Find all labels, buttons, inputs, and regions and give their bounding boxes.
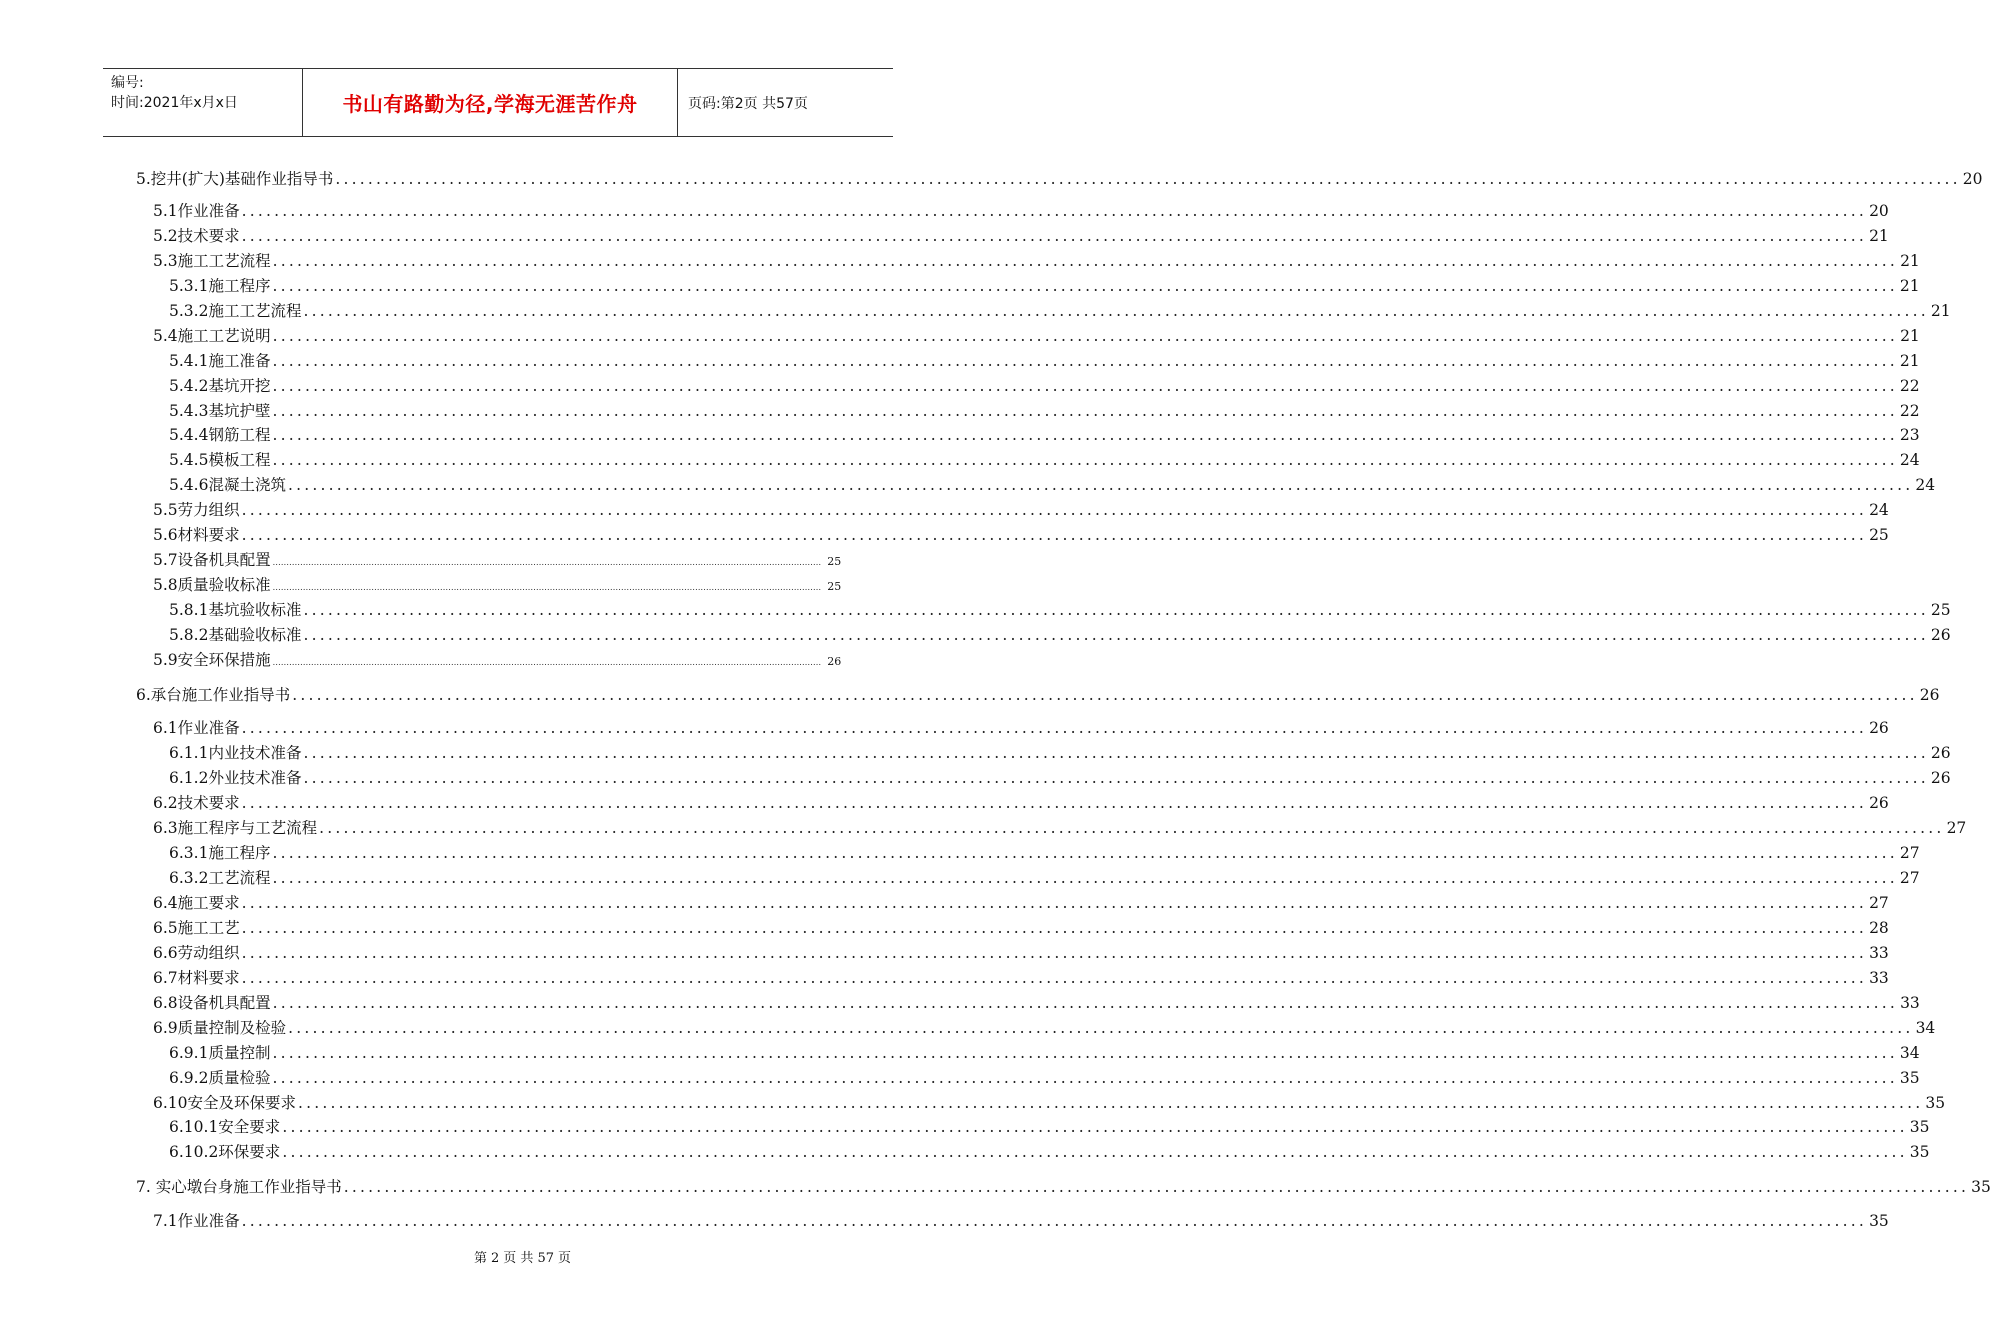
toc-entry-page: 35: [1909, 1143, 1930, 1161]
toc-entry-page: 24: [1915, 476, 1936, 494]
toc-entry-label: 5.4施工工艺说明: [153, 327, 271, 345]
toc-entry[interactable]: [169, 274, 1920, 296]
toc-leader-dots: ........................................................................................................................................................................................................: [272, 327, 1899, 345]
toc-leader-dots: ........................................................................................................................................................................................................: [241, 944, 1868, 962]
toc-leader-dots: ........................................................................................................................................................................................................: [303, 744, 1929, 762]
toc-entry[interactable]: [169, 1115, 1930, 1137]
footer-current-page: 2: [491, 1251, 500, 1266]
footer-total-pages: 57: [537, 1251, 554, 1266]
toc-entry-page: 21: [1900, 327, 1920, 345]
toc-leader-dots: ........................................................................................................................................................................................................: [282, 1143, 1908, 1161]
toc-entry-label: 6.10.1安全要求: [169, 1118, 281, 1136]
toc-entry-label: 5.3.1施工程序: [169, 277, 271, 295]
toc-entry-label: 6.3施工程序与工艺流程: [153, 819, 318, 837]
toc-entry[interactable]: [169, 349, 1920, 371]
toc-entry[interactable]: [169, 766, 1951, 788]
toc-leader-dots: ........................................................................................................................................................................................................: [272, 1069, 1898, 1087]
footer-middle: 页 共: [503, 1251, 534, 1266]
toc-entry-page: 27: [1899, 869, 1920, 887]
toc-entry[interactable]: [153, 224, 1889, 246]
toc-entry-page: 26: [1930, 744, 1951, 762]
toc-leader-dots: ........................................................................................................................................................................................................: [343, 1178, 1970, 1196]
toc-entry-label: 6.7材料要求: [153, 969, 240, 987]
toc-entry[interactable]: [169, 841, 1920, 863]
toc-leader-dots: ........................................................................................................................................................................................................: [241, 794, 1868, 812]
toc-entry-label: 6.9质量控制及检验: [153, 1019, 287, 1037]
toc-entry[interactable]: [169, 448, 1920, 470]
toc-entry-page: 25: [1869, 526, 1889, 544]
toc-entry-label: 5.挖井(扩大)基础作业指导书: [136, 170, 334, 188]
toc-leader-dots: ........................................................................................................................................................................................................: [272, 844, 1898, 862]
toc-entry-label: 6.1.1内业技术准备: [169, 744, 302, 762]
toc-entry[interactable]: [136, 1175, 1991, 1197]
toc-entry-page: 21: [1930, 302, 1951, 320]
toc-entry-page: 25: [1930, 601, 1951, 619]
toc-entry-label: 5.7设备机具配置: [153, 551, 271, 569]
toc-leader-dots: ........................................................................................................................................................................................................: [319, 819, 1945, 837]
toc-entry-label: 6.3.2工艺流程: [169, 869, 271, 887]
toc-entry[interactable]: [153, 249, 1920, 271]
toc-leader-dots: ........................................................................................................................................................................................................: [241, 202, 1868, 220]
toc-entry[interactable]: [153, 1016, 1936, 1038]
toc-entry-label: 5.9安全环保措施: [153, 651, 271, 669]
toc-entry[interactable]: [153, 916, 1889, 938]
toc-entry-label: 5.8质量验收标准: [153, 576, 271, 594]
toc-entry-label: 5.2技术要求: [153, 227, 240, 245]
toc-entry-page: 33: [1869, 944, 1889, 962]
toc-entry-page: 26: [827, 655, 842, 668]
header-page-info: 页码:第2页 共57页: [688, 95, 808, 112]
toc-leader-dots: ........................................................................................................................................................................................................: [272, 451, 1898, 469]
toc-entry-page: 27: [1899, 844, 1920, 862]
toc-entry-page: 22: [1899, 377, 1920, 395]
toc-entry[interactable]: [169, 1140, 1930, 1162]
toc-leader-dots: ........................................................................................................................................................................................................: [241, 894, 1868, 912]
toc-entry-label: 5.4.5模板工程: [169, 451, 271, 469]
toc-entry-label: 5.3施工工艺流程: [153, 252, 271, 270]
toc-leader-dots: ........................................................................................................................................................................................................: [303, 769, 1929, 787]
toc-leader-dots: ........................................................................................................................................................................................................: [272, 252, 1899, 270]
toc-entry[interactable]: [169, 866, 1920, 888]
toc-entry-page: 26: [1869, 794, 1889, 812]
toc-leader-dots: ........................................................................................................................................................................................................: [335, 170, 1961, 188]
toc-entry[interactable]: [153, 791, 1889, 813]
toc-entry[interactable]: [136, 167, 1983, 189]
toc-entry-label: 5.1作业准备: [153, 202, 240, 220]
toc-leader-dots: ........................................................................................................................................................................................................: [241, 501, 1868, 519]
toc-entry-page: 26: [1869, 719, 1889, 737]
toc-entry-label: 5.4.1施工准备: [169, 352, 271, 370]
toc-entry-page: 34: [1899, 1044, 1920, 1062]
toc-entry-label: 6.3.1施工程序: [169, 844, 271, 862]
time-label: 时间:2021年x月x日: [111, 95, 238, 111]
toc-entry-label: 5.8.2基础验收标准: [169, 626, 302, 644]
toc-entry-label: 6.8设备机具配置: [153, 994, 271, 1012]
page-header: [103, 68, 893, 137]
toc-entry[interactable]: [153, 548, 842, 570]
toc-entry-label: 5.8.1基坑验收标准: [169, 601, 302, 619]
toc-entry-page: 21: [1899, 277, 1920, 295]
toc-leader-dots: ........................................................................................................................................................................................................: [272, 558, 822, 567]
toc-entry-page: 25: [827, 580, 842, 593]
toc-entry[interactable]: [169, 423, 1920, 445]
toc-leader-dots: ........................................................................................................................................................................................................: [241, 526, 1868, 544]
toc-leader-dots: ........................................................................................................................................................................................................: [282, 1118, 1908, 1136]
page-footer: [0, 1247, 950, 1266]
toc-entry[interactable]: [153, 716, 1889, 738]
toc-entry-page: 28: [1869, 919, 1889, 937]
toc-entry-label: 6.5施工工艺: [153, 919, 240, 937]
toc-entry-page: 34: [1915, 1019, 1936, 1037]
toc-leader-dots: ........................................................................................................................................................................................................: [303, 302, 1929, 320]
toc-leader-dots: ........................................................................................................................................................................................................: [272, 583, 822, 592]
toc-entry-label: 7.1作业准备: [153, 1212, 240, 1230]
toc-entry[interactable]: [153, 523, 1889, 545]
toc-entry[interactable]: [153, 991, 1920, 1013]
toc-entry-label: 6.承台施工作业指导书: [136, 686, 291, 704]
toc-leader-dots: ........................................................................................................................................................................................................: [298, 1094, 1924, 1112]
toc-leader-dots: ........................................................................................................................................................................................................: [287, 476, 1914, 494]
toc-entry-page: 35: [1869, 1212, 1889, 1230]
toc-leader-dots: ........................................................................................................................................................................................................: [272, 994, 1899, 1012]
toc-entry[interactable]: [169, 299, 1951, 321]
toc-entry[interactable]: [169, 399, 1920, 421]
toc-entry-label: 6.2技术要求: [153, 794, 240, 812]
toc-entry-label: 5.5劳力组织: [153, 501, 240, 519]
toc-entry-page: 33: [1869, 969, 1889, 987]
toc-entry[interactable]: [153, 941, 1889, 963]
toc-leader-dots: ........................................................................................................................................................................................................: [303, 601, 1929, 619]
toc-leader-dots: ........................................................................................................................................................................................................: [241, 969, 1868, 987]
header-meta: [103, 69, 303, 136]
toc-entry-label: 5.4.6混凝土浇筑: [169, 476, 286, 494]
toc-entry[interactable]: [153, 648, 842, 670]
toc-entry[interactable]: [153, 573, 842, 595]
toc-entry[interactable]: [169, 1041, 1920, 1063]
toc-entry-page: 26: [1919, 686, 1940, 704]
toc-entry-page: 21: [1899, 352, 1920, 370]
toc-entry[interactable]: [153, 199, 1889, 221]
footer-suffix: 页: [557, 1251, 571, 1266]
toc-entry-page: 20: [1962, 170, 1983, 188]
toc-entry-page: 21: [1869, 227, 1889, 245]
toc-entry-page: 27: [1946, 819, 1967, 837]
toc-entry[interactable]: [169, 1066, 1920, 1088]
toc-entry-page: 26: [1930, 626, 1951, 644]
toc-entry-label: 6.1.2外业技术准备: [169, 769, 302, 787]
header-motto: 书山有路勤为径,学海无涯苦作舟: [303, 69, 678, 136]
toc-entry[interactable]: [153, 324, 1920, 346]
toc-entry-label: 5.4.3基坑护壁: [169, 402, 271, 420]
toc-entry[interactable]: [153, 966, 1889, 988]
toc-entry-page: 20: [1869, 202, 1889, 220]
toc-leader-dots: ........................................................................................................................................................................................................: [272, 869, 1898, 887]
toc-entry-page: 25: [827, 555, 842, 568]
toc-entry-label: 6.6劳动组织: [153, 944, 240, 962]
toc-entry[interactable]: [153, 891, 1889, 913]
toc-leader-dots: ........................................................................................................................................................................................................: [272, 1044, 1898, 1062]
toc-entry[interactable]: [153, 1209, 1889, 1231]
toc-entry[interactable]: [169, 473, 1936, 495]
toc-entry[interactable]: [153, 1091, 1946, 1113]
toc-leader-dots: ........................................................................................................................................................................................................: [241, 1212, 1868, 1230]
toc-leader-dots: ........................................................................................................................................................................................................: [272, 426, 1898, 444]
toc-entry-page: 33: [1900, 994, 1920, 1012]
toc-entry-label: 6.4施工要求: [153, 894, 240, 912]
toc-entry[interactable]: [169, 741, 1951, 763]
toc-entry-page: 26: [1930, 769, 1951, 787]
toc-entry-label: 7. 实心墩台身施工作业指导书: [136, 1178, 342, 1196]
toc-entry[interactable]: [169, 374, 1920, 396]
toc-leader-dots: ........................................................................................................................................................................................................: [241, 719, 1868, 737]
toc-entry-page: 35: [1899, 1069, 1920, 1087]
toc-entry-page: 24: [1869, 501, 1889, 519]
toc-leader-dots: ........................................................................................................................................................................................................: [303, 626, 1929, 644]
toc-entry[interactable]: [153, 816, 1967, 838]
toc-entry-label: 6.10安全及环保要求: [153, 1094, 297, 1112]
toc-entry-label: 6.10.2环保要求: [169, 1143, 281, 1161]
toc-leader-dots: ........................................................................................................................................................................................................: [241, 227, 1868, 245]
toc-entry[interactable]: [136, 683, 1940, 705]
toc-leader-dots: ........................................................................................................................................................................................................: [272, 277, 1898, 295]
toc-entry[interactable]: [169, 598, 1951, 620]
toc-entry-label: 6.9.2质量检验: [169, 1069, 271, 1087]
toc-entry-label: 5.6材料要求: [153, 526, 240, 544]
toc-entry-page: 22: [1899, 402, 1920, 420]
number-label: 编号:: [111, 75, 144, 91]
toc-entry-page: 27: [1869, 894, 1889, 912]
toc-leader-dots: ........................................................................................................................................................................................................: [292, 686, 1918, 704]
toc-entry[interactable]: [169, 623, 1951, 645]
toc-leader-dots: ........................................................................................................................................................................................................: [241, 919, 1868, 937]
toc-entry-page: 24: [1899, 451, 1920, 469]
toc-entry-label: 6.9.1质量控制: [169, 1044, 271, 1062]
toc-entry-label: 5.4.2基坑开挖: [169, 377, 271, 395]
footer-prefix: 第: [474, 1251, 488, 1266]
toc-entry-page: 35: [1909, 1118, 1930, 1136]
toc-entry-label: 5.3.2施工工艺流程: [169, 302, 302, 320]
toc-entry-page: 35: [1971, 1178, 1991, 1196]
toc-entry-page: 23: [1899, 426, 1920, 444]
toc-leader-dots: ........................................................................................................................................................................................................: [272, 352, 1898, 370]
toc-leader-dots: ........................................................................................................................................................................................................: [272, 377, 1898, 395]
toc-entry[interactable]: [153, 498, 1889, 520]
toc-entry-label: 6.1作业准备: [153, 719, 240, 737]
toc-leader-dots: ........................................................................................................................................................................................................: [272, 402, 1898, 420]
toc-entry-page: 21: [1900, 252, 1920, 270]
toc-leader-dots: ........................................................................................................................................................................................................: [272, 658, 822, 667]
toc-entry-page: 35: [1925, 1094, 1946, 1112]
toc-entry-label: 5.4.4钢筋工程: [169, 426, 271, 444]
toc-leader-dots: ........................................................................................................................................................................................................: [288, 1019, 1914, 1037]
